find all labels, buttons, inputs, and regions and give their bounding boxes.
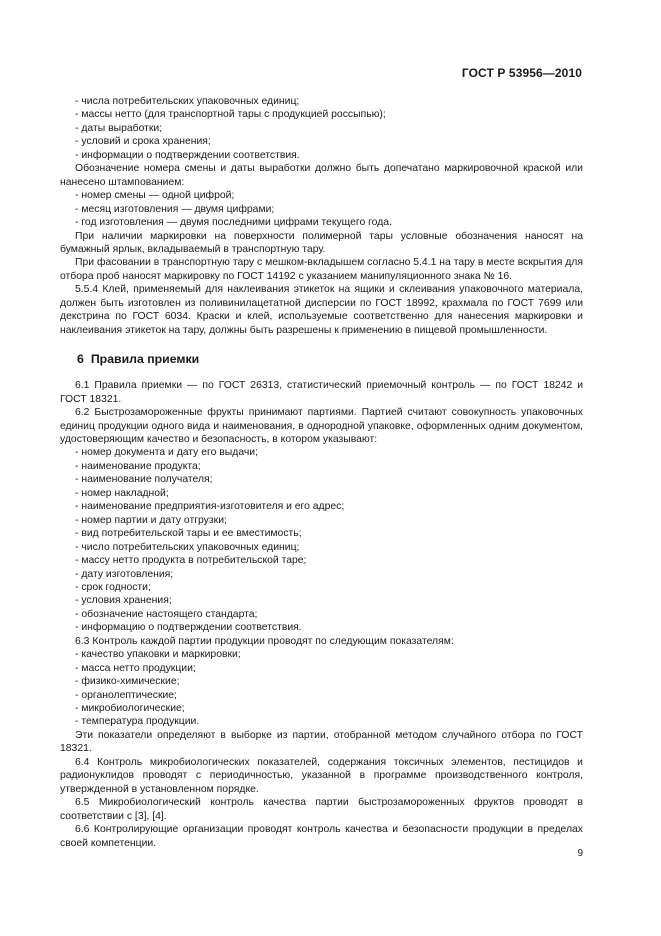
list-item: - информации о подтверждении соответствия. [75, 149, 300, 161]
list-item: - числа потребительских упаковочных единиц; [75, 96, 300, 107]
list-item: - масса нетто продукции; [75, 662, 196, 674]
paragraph-6-2: 6.2 Быстрозамороженные фрукты принимают партиями. Партией считают совокупность упаковочных единиц продукции одного вида и наименования, в однородной упаковке, оформленных одним документом, удостоверяющим качество и безопасность, в котором указывают: [60, 407, 583, 445]
paragraph-polymer-tare: При наличии маркировки на поверхности полимерной тары условные обозначения наносят на бумажный ярлык, вкладываемый в транспортную тару. [60, 230, 583, 255]
section-heading [60, 351, 583, 367]
paragraph-designation: Обозначение номера смены и даты выработки должно быть допечатано маркировочной краской или нанесено штампованием: [60, 163, 583, 188]
list-item: - качество упаковки и маркировки; [75, 649, 241, 661]
list-item: - микробиологические; [75, 703, 185, 715]
list-item: - температура продукции. [75, 716, 200, 728]
list-item: - дату изготовления; [75, 568, 174, 580]
list-item: - массы нетто (для транспортной тары с продукцией россыпью); [75, 109, 386, 121]
list-item: - срок годности; [75, 581, 151, 593]
list-item: - число потребительских упаковочных единиц; [75, 541, 300, 553]
list-item: - физико-химические; [75, 676, 180, 688]
list-item: - органолептические; [75, 689, 177, 701]
paragraph-6-6: 6.6 Контролирующие организации проводят контроль качества и безопасности продукции в пределах своей компетенции. [60, 824, 583, 849]
list-item: - номер смены — одной цифрой; [75, 190, 235, 202]
document-code-header: ГОСТ Р 53956—2010 [461, 66, 582, 80]
section-title: Правила приемки [90, 352, 200, 367]
paragraph-6-3: 6.3 Контроль каждой партии продукции проводят по следующим показателям: [75, 635, 454, 647]
document-body [60, 95, 583, 850]
list-item: - наименование получателя; [75, 474, 213, 486]
paragraph-5-5-4: 5.5.4 Клей, применяемый для наклеивания этикеток на ящики и склеивания упаковочного материала, должен быть изготовлен из поливинилацетатной дисперсии по ГОСТ 18992, крахмала по ГОСТ 7699 или декстрина по ГОСТ 6034. Краски и клей, используемые соответственно для нанесения маркировки и наклеивания этикеток на тару, должны быть разрешены к применению в пищевой промышленности. [60, 284, 583, 336]
list-item: - условия хранения; [75, 595, 172, 607]
list-item: - номер партии и дату отгрузки; [75, 514, 227, 526]
list-item: - номер документа и дату его выдачи; [75, 447, 258, 459]
list-item: - наименование продукта; [75, 460, 201, 472]
list-item: - год изготовления — двумя последними цифрами текущего года. [75, 217, 392, 229]
list-item: - вид потребительской тары и ее вместимость; [75, 528, 302, 540]
list-item: - наименование предприятия-изготовителя и его адрес; [75, 501, 345, 513]
list-item: - информацию о подтверждении соответствия. [75, 622, 302, 634]
list-item: - даты выработки; [75, 122, 163, 134]
paragraph-packing: При фасовании в транспортную тару с мешком-вкладышем согласно 5.4.1 на тару в месте вскрытия для отбора проб наносят маркировку по ГОСТ 14192 с указанием манипуляционного знака № 16. [60, 257, 583, 282]
list-item: - номер накладной; [75, 487, 169, 499]
list-item: - массу нетто продукта в потребительской таре; [75, 555, 307, 567]
list-item: - условий и срока хранения; [75, 136, 211, 148]
paragraph-6-5: 6.5 Микробиологический контроль качества партии быстрозамороженных фруктов проводят в соответствии с [3], [4]. [60, 797, 583, 822]
section-number: 6 [77, 352, 84, 367]
paragraph-sampling: Эти показатели определяют в выборке из партии, отобранной методом случайного отбора по ГОСТ 18321. [60, 729, 583, 755]
paragraph-6-1: 6.1 Правила приемки — по ГОСТ 26313, статистический приемочный контроль — по ГОСТ 18242 и ГОСТ 18321. [60, 380, 583, 405]
page-number: 9 [577, 848, 583, 859]
list-item: - обозначение настоящего стандарта; [75, 608, 258, 620]
paragraph-6-4: 6.4 Контроль микробиологических показателей, содержания токсичных элементов, пестицидов и радионуклидов проводят с периодичностью, указанной в программе производственного контроля, утвержденной в установленном порядке. [60, 756, 583, 795]
list-item: - месяц изготовления — двумя цифрами; [75, 203, 275, 215]
